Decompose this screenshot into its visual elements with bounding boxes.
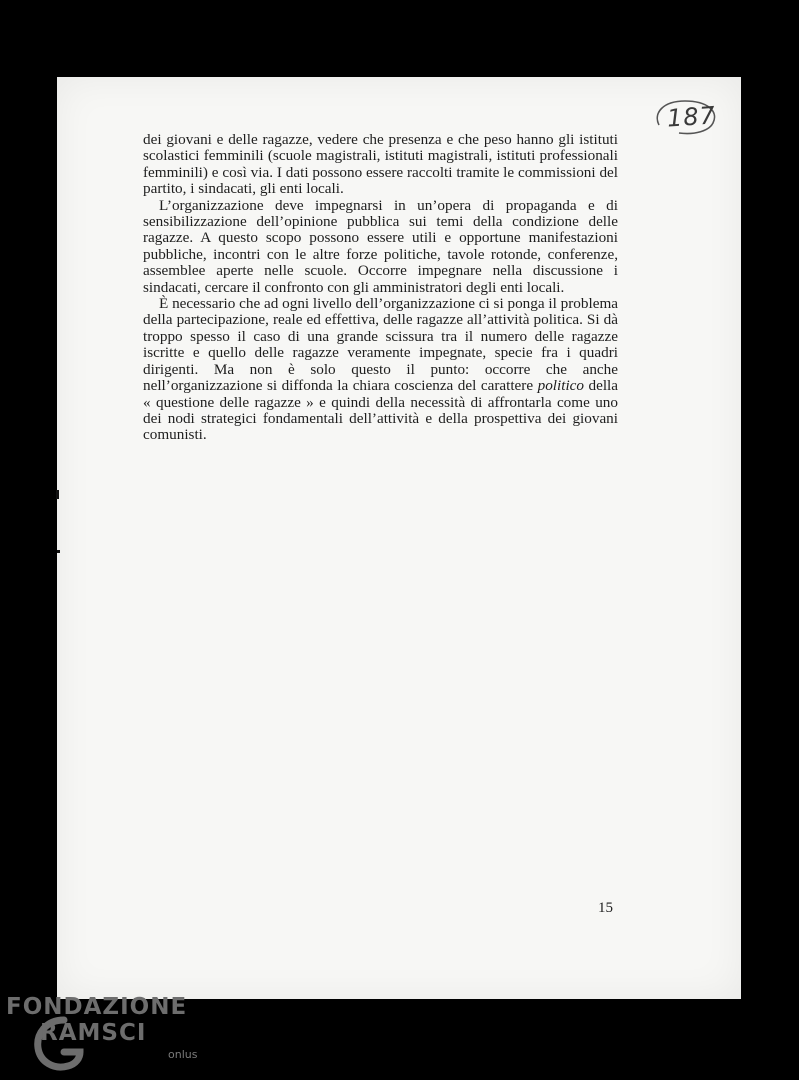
document-page	[57, 77, 741, 999]
paragraph-3-part-2: della « questione delle ragazze » e quindi della necessità di affrontarla come uno dei nodi strategici fondamentali dell’attività e della prospettiva dei giovani comunisti.	[143, 377, 619, 444]
paragraph-3	[143, 296, 618, 444]
page-number: 15	[598, 900, 613, 916]
scan-artifact-mark	[56, 490, 59, 499]
folio-number-text: 187	[666, 101, 717, 133]
paragraph-1: dei giovani e delle ragazze, vedere che presenza e che peso hanno gli istituti scolastici femminili (scuole magistrali, istituti magistrali, istituti professionali femminili) e così via. I dati possono essere raccolti tramite le commissioni del partito, i sindacati, gli enti locali.	[143, 131, 618, 198]
logo-line-3: onlus	[168, 1048, 198, 1061]
italic-emphasis: politico	[537, 377, 584, 395]
paragraph-2: L’organizzazione deve impegnarsi in un’opera di propaganda e di sensibilizzazione dell’opinione pubblica sui temi della condizione delle ragazze. A questo scopo possono essere utili e opportune manifestazioni pubbliche, incontri con le altre forze politiche, tavole rotonde, conferenze, assemblee aperte nelle scuole. Occorre impegnare nella discussione i sindacati, cercare il confronto con gli amministratori degli enti locali.	[143, 196, 618, 296]
logo-line-1: FONDAZIONE	[6, 994, 188, 1020]
paragraph-3-part-1: È necessario che ad ogni livello dell’organizzazione ci si ponga il problema della partecipazione, reale ed effettiva, delle ragazze all’attività politica. Si dà troppo spesso il caso di una grande scissura tra il numero delle ragazze iscritte e quello delle ragazze veramente impegnate, specie fra i quadri dirigenti. Ma non è solo questo il punto: occorre che anche nell’organizzazione si diffonda la chiara coscienza del carattere	[143, 295, 618, 395]
logo-line-2: RAMSCI	[40, 1020, 147, 1046]
fondazione-gramsci-logo	[6, 994, 206, 1074]
scan-artifact-dot	[57, 550, 60, 553]
handwritten-folio-number	[655, 99, 715, 135]
body-text	[143, 132, 618, 444]
